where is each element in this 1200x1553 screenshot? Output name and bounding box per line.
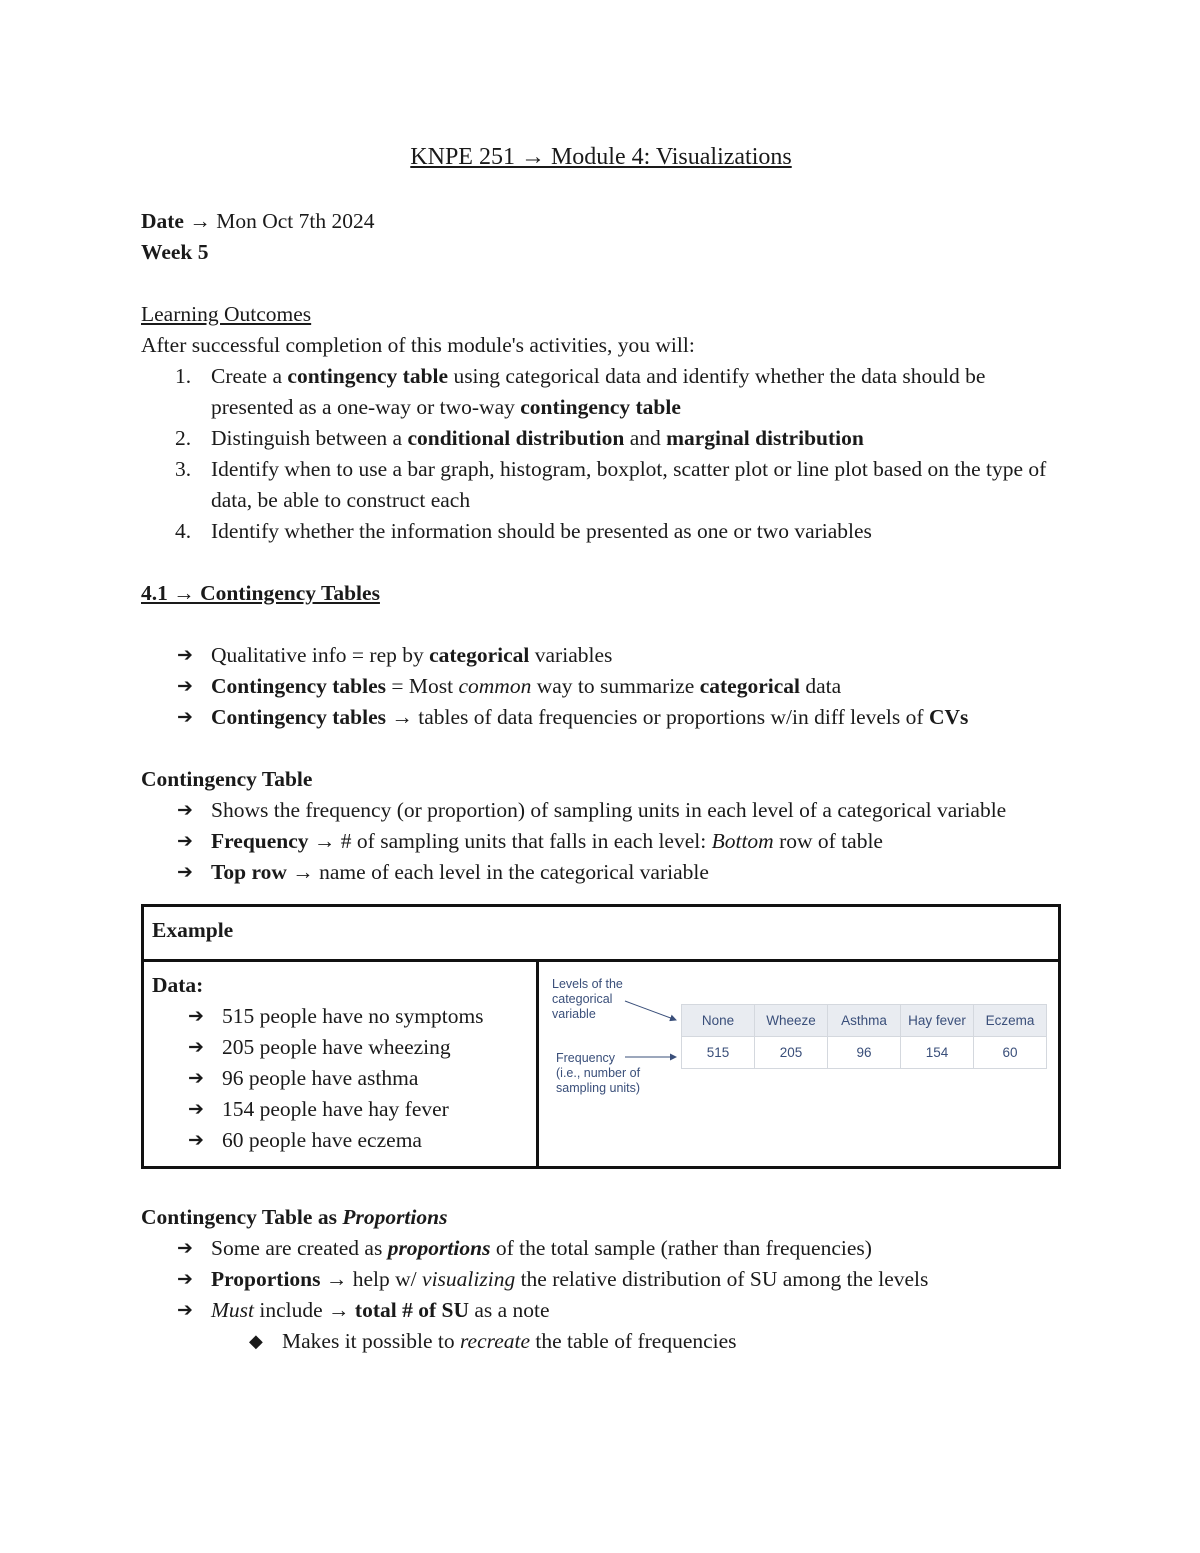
arrow-bullet-icon: ➔ [177,861,193,883]
bullet-item [141,857,1061,888]
text-run: and [624,426,667,450]
arrow-bullet-icon: ➔ [188,1005,204,1027]
section-4-1-bullets [141,640,1061,733]
text-run: Some are created as [211,1236,388,1260]
text-run: Must [211,1298,254,1322]
data-item-text: 60 people have eczema [222,1128,422,1152]
date-line [141,206,1061,237]
bullet-item [141,826,1061,857]
table-value-cell: 96 [828,1037,901,1069]
text-run: variables [529,643,613,667]
arrow-bullet-icon: ➔ [177,706,193,728]
week-label: Week 5 [141,240,209,264]
text-run: include → [254,1298,355,1322]
data-item-text: 205 people have wheezing [222,1035,451,1059]
outcomes-intro: After successful completion of this module's activities, you will: [141,333,695,357]
text-run: Top row [211,860,287,884]
text-run: Distinguish between a [211,426,408,450]
bullet-item [141,702,1061,733]
arrow-bullet-icon: ➔ [177,799,193,821]
table-value-cell: 60 [974,1037,1047,1069]
table-value-cell: 515 [682,1037,755,1069]
contingency-table-heading: Contingency Table [141,767,313,791]
text-run: Proportions [211,1267,321,1291]
data-item-text: 96 people have asthma [222,1066,419,1090]
example-data-list [152,1001,528,1156]
arrow-bullet-icon: ➔ [177,1299,193,1321]
data-item-text: 154 people have hay fever [222,1097,449,1121]
date-label: Date [141,209,184,233]
data-item [152,1032,528,1063]
text-run: CVs [928,705,969,729]
frequency-annotation: Frequency (i.e., number of sampling units) [556,1051,641,1095]
text-run: of the total sample (rather than frequencies) [490,1236,872,1260]
arrow-bullet-icon: ➔ [177,830,193,852]
text-run: using categorical data and identify whether the data should be presented as a one-way or two-way [211,364,986,419]
bullet-item [141,671,1061,702]
table-header-cell: Hay fever [901,1005,974,1037]
proportions-heading: Contingency Table as Proportions [141,1205,448,1229]
outcome-item [141,516,1061,547]
date-value: → Mon Oct 7th 2024 [183,209,375,233]
contingency-table-bullets [141,795,1061,888]
text-run: proportions [387,1236,491,1260]
sub-bullet-item [141,1326,1061,1357]
text-run: Contingency tables [211,674,386,698]
arrow-bullet-icon: ➔ [177,644,193,666]
arrow-bullet-icon: ➔ [188,1098,204,1120]
text-run: data [799,674,842,698]
example-data-cell [143,961,538,1168]
outcome-number: 4. [175,519,192,543]
bullet-item [141,1233,1061,1264]
data-item [152,1063,528,1094]
bullet-item [141,795,1061,826]
text-run: common [458,674,532,698]
text-run: Bottom [711,829,774,853]
text-run: categorical [699,674,800,698]
levels-annotation: Levels of the categorical variable [552,977,623,1021]
frequency-table-header-row [682,1005,1047,1037]
outcome-number: 1. [175,364,192,388]
text-run: Identify whether the information should be presented as one or two variables [211,519,872,543]
text-run: Shows the frequency (or proportion) of sampling units in each level of a categorical variable [211,798,1007,822]
page-title: KNPE 251 → Module 4: Visualizations [410,144,792,170]
data-item-text: 515 people have no symptoms [222,1004,484,1028]
text-run: Makes it possible to [282,1329,460,1353]
text-run: contingency table [287,364,449,388]
text-run: Create a [211,364,288,388]
bullet-item [141,1264,1061,1295]
outcome-item [141,423,1061,454]
arrow-bullet-icon: ➔ [177,675,193,697]
example-data-label: Data: [152,973,204,997]
example-heading: Example [143,906,1060,961]
table-value-cell: 154 [901,1037,974,1069]
table-header-cell: Eczema [974,1005,1047,1037]
text-run: → tables of data frequencies or proportions w/in diff levels of [386,705,929,729]
outcome-item [141,361,1061,423]
text-run: contingency table [520,395,681,419]
data-item [152,1125,528,1156]
text-run: as a note [468,1298,550,1322]
arrow-bullet-icon: ➔ [188,1036,204,1058]
text-run: the table of frequencies [530,1329,737,1353]
text-run: Frequency [211,829,309,853]
data-item [152,1094,528,1125]
text-run: the relative distribution of SU among the levels [515,1267,929,1291]
diamond-bullet-icon: ◆ [249,1331,263,1352]
arrow-bullet-icon: ➔ [188,1067,204,1089]
arrow-bullet-icon: ➔ [177,1268,193,1290]
table-value-cell: 205 [755,1037,828,1069]
levels-arrow [625,1001,676,1020]
text-run: way to summarize [531,674,700,698]
outcomes-heading: Learning Outcomes [141,302,312,326]
frequency-table [681,1004,1047,1069]
table-header-cell: Wheeze [755,1005,828,1037]
proportions-bullets [141,1233,1061,1357]
arrow-bullet-icon: ➔ [188,1129,204,1151]
arrow-bullet-icon: ➔ [177,1237,193,1259]
text-run: total # of SU [354,1298,469,1322]
document-page [141,140,1061,1357]
text-run: Contingency tables [211,705,386,729]
text-run: marginal distribution [666,426,864,450]
text-run: conditional distribution [407,426,625,450]
table-header-cell: None [682,1005,755,1037]
text-run: → help w/ [320,1267,423,1291]
text-run: Qualitative info = rep by [211,643,430,667]
text-run: row of table [773,829,883,853]
table-header-cell: Asthma [828,1005,901,1037]
outcome-item [141,454,1061,516]
text-run: visualizing [422,1267,516,1291]
bullet-item [141,1295,1061,1326]
outcome-number: 2. [175,426,192,450]
data-item [152,1001,528,1032]
example-figure-cell [538,961,1060,1168]
text-run: recreate [459,1329,531,1353]
outcome-number: 3. [175,457,192,481]
section-4-1-heading: 4.1 → Contingency Tables [141,581,380,605]
text-run: → name of each level in the categorical variable [286,860,709,884]
contingency-table-figure [539,962,1059,1162]
example-box [141,904,1061,1169]
text-run: = Most [386,674,459,698]
outcomes-list [141,361,1061,547]
text-run: → # of sampling units that falls in each level: [308,829,712,853]
frequency-table-value-row [682,1037,1047,1069]
text-run: Identify when to use a bar graph, histogram, boxplot, scatter plot or line plot based on the type of data, be able to construct each [211,457,1047,512]
bullet-item [141,640,1061,671]
text-run: categorical [429,643,530,667]
